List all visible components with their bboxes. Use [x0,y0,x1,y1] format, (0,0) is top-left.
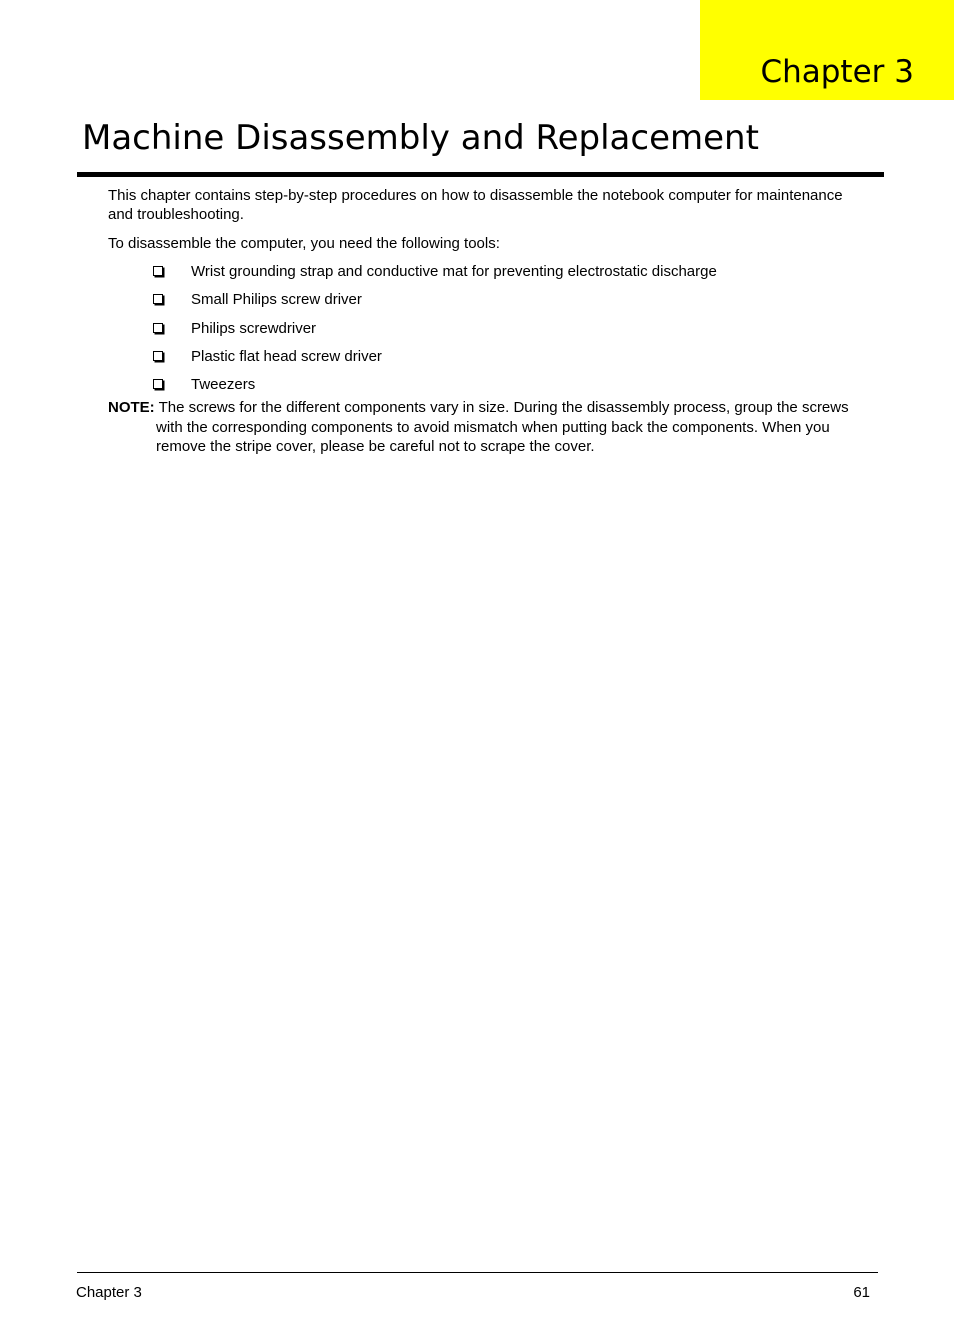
checkbox-bullet-icon [153,266,163,276]
list-item-text: Philips screwdriver [191,319,317,337]
page-title: Machine Disassembly and Replacement [82,118,759,158]
checkbox-bullet-icon [153,294,163,304]
footer-page-number: 61 [853,1284,870,1301]
checkbox-bullet-icon [153,379,163,389]
note-paragraph [108,398,858,457]
chapter-tab [700,0,954,100]
list-item-text: Small Philips screw driver [191,291,362,309]
intro-paragraph: This chapter contains step-by-step procedures on how to disassemble the notebook computer for maintenance and troubleshooting. [108,187,843,223]
list-item-text: Plastic flat head screw driver [191,347,382,365]
list-item-text: Tweezers [191,376,256,394]
footer-chapter-label: Chapter 3 [76,1284,142,1301]
footer-divider [77,1272,878,1273]
checkbox-bullet-icon [153,323,163,333]
list-item-text: Wrist grounding strap and conductive mat for preventing electrostatic discharge [191,263,717,280]
chapter-tab-label: Chapter 3 [760,54,914,90]
note-label: NOTE: [108,399,155,416]
tools-intro-paragraph: To disassemble the computer, you need the following tools: [108,235,500,252]
note-text: The screws for the different components vary in size. During the disassembly process, group the screws with the corresponding components to avoid mismatch when putting back the components. When you remove the stripe cover, please be careful not to scrape the cover. [156,399,849,455]
title-divider [77,172,884,177]
checkbox-bullet-icon [153,351,163,361]
